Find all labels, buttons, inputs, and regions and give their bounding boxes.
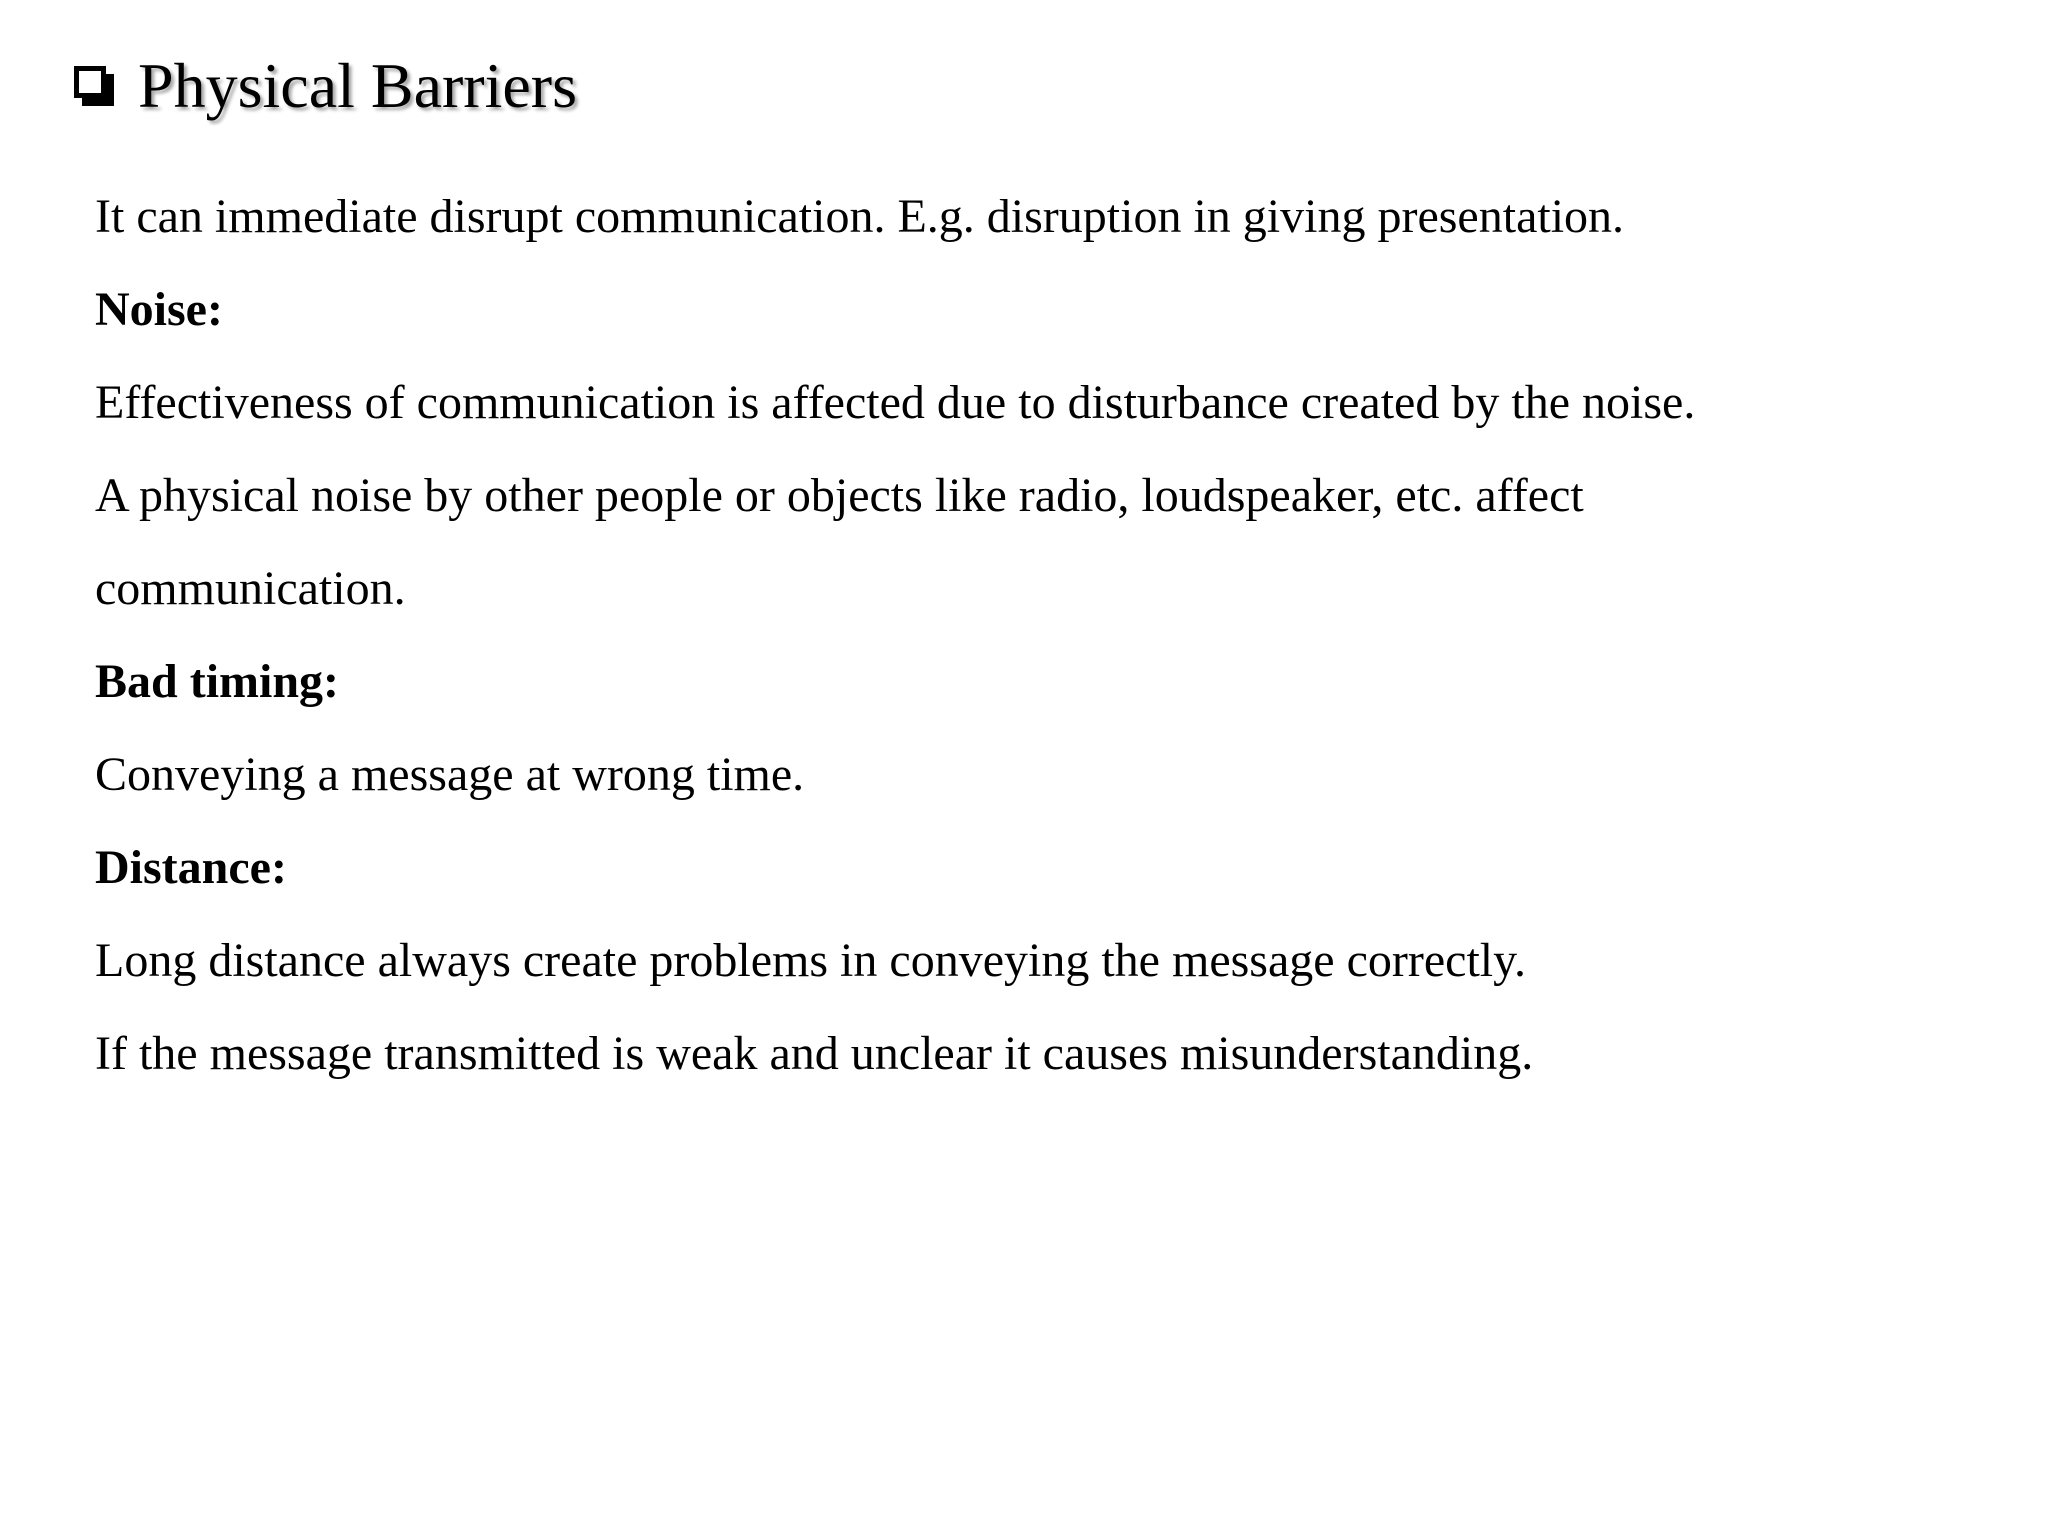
noise-text-2-continued: communication.	[95, 562, 406, 615]
distance-text-2: If the message transmitted is weak and unclear it causes misunderstanding.	[95, 1027, 1534, 1080]
noise-heading: Noise:	[95, 283, 223, 336]
square-bullet-icon	[74, 66, 114, 106]
noise-text-1: Effectiveness of communication is affected due to disturbance created by the noise.	[95, 376, 1696, 429]
title-row	[74, 46, 577, 126]
slide-title: Physical Barriers	[138, 50, 577, 121]
bad-timing-heading: Bad timing:	[95, 655, 340, 708]
distance-text-1: Long distance always create problems in conveying the message correctly.	[95, 934, 1527, 987]
intro-text: It can immediate disrupt communication. E.g. disruption in giving presentation.	[95, 190, 1625, 243]
bad-timing-text: Conveying a message at wrong time.	[95, 748, 805, 801]
noise-text-2: A physical noise by other people or objects like radio, loudspeaker, etc. affect	[95, 469, 1584, 522]
slide-body	[95, 170, 1995, 1100]
distance-heading: Distance:	[95, 841, 287, 894]
